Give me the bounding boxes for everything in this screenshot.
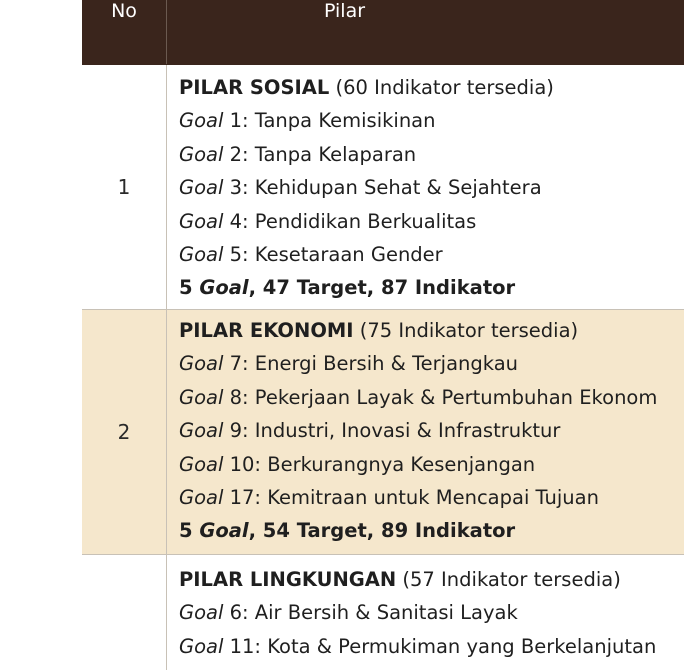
pilar-title-rest: (60 Indikator tersedia) bbox=[329, 76, 554, 99]
pilar-table bbox=[82, 0, 684, 670]
goal-text: 4: Pendidikan Berkualitas bbox=[223, 209, 477, 233]
row-number: 2 bbox=[82, 310, 167, 554]
header-pilar-label: Pilar bbox=[323, 0, 366, 22]
pilar-title-rest: (75 Indikator tersedia) bbox=[353, 319, 579, 342]
goal-text: 2: Tanpa Kelaparan bbox=[223, 142, 417, 166]
pilar-title bbox=[179, 314, 684, 347]
pilar-title-bold: PILAR EKONOMI bbox=[179, 319, 354, 342]
goal-line bbox=[179, 238, 684, 271]
summary-goal-word: Goal bbox=[199, 276, 249, 300]
goal-text: 11: Kota & Permukiman yang Berkelanjutan bbox=[223, 634, 657, 658]
goal-word: Goal bbox=[179, 109, 224, 133]
table-row bbox=[82, 65, 684, 310]
goal-line bbox=[179, 138, 684, 171]
goal-word: Goal bbox=[179, 419, 224, 443]
row-number: 1 bbox=[82, 65, 167, 309]
goal-word: Goal bbox=[179, 176, 224, 200]
goal-text: 8: Pekerjaan Layak & Pertumbuhan Ekonom bbox=[223, 385, 658, 409]
header-no bbox=[82, 0, 167, 64]
summary-pre: 5 bbox=[179, 519, 200, 543]
row-pilar-cell bbox=[167, 555, 684, 670]
row-pilar-cell bbox=[167, 65, 684, 309]
goal-line bbox=[179, 630, 684, 663]
goal-word: Goal bbox=[179, 243, 224, 267]
goal-line bbox=[179, 104, 684, 137]
goal-text: 17: Kemitraan untuk Mencapai Tujuan bbox=[223, 486, 599, 510]
goal-word: Goal bbox=[179, 209, 224, 233]
pilar-title bbox=[179, 563, 684, 596]
goal-word: Goal bbox=[179, 385, 224, 409]
goal-text: 7: Energi Bersih & Terjangkau bbox=[223, 352, 519, 376]
goal-word: Goal bbox=[179, 452, 224, 476]
summary-post: , 54 Target, 89 Indikator bbox=[248, 519, 516, 543]
goal-word: Goal bbox=[179, 352, 224, 376]
goal-word: Goal bbox=[179, 601, 224, 625]
pilar-title bbox=[179, 71, 684, 104]
table-row bbox=[82, 555, 684, 670]
goal-line bbox=[179, 481, 684, 514]
goal-line bbox=[179, 171, 684, 204]
header-no-label: No bbox=[111, 0, 137, 22]
summary-pre: 5 bbox=[179, 276, 200, 300]
pilar-title-rest: (57 Indikator tersedia) bbox=[396, 568, 621, 591]
goal-word: Goal bbox=[179, 634, 224, 658]
goal-line bbox=[179, 448, 684, 481]
pilar-title-bold: PILAR LINGKUNGAN bbox=[179, 568, 397, 591]
summary-goal-word: Goal bbox=[199, 519, 249, 543]
header-pilar bbox=[167, 0, 684, 64]
goal-word: Goal bbox=[179, 142, 224, 166]
goal-line bbox=[179, 414, 684, 447]
goal-text: 9: Industri, Inovasi & Infrastruktur bbox=[223, 419, 561, 443]
goal-text: 5: Kesetaraan Gender bbox=[223, 243, 443, 267]
pilar-summary bbox=[179, 271, 684, 304]
table-row bbox=[82, 310, 684, 555]
goal-text: 1: Tanpa Kemisikinan bbox=[223, 109, 436, 133]
goal-line bbox=[179, 596, 684, 629]
pilar-summary bbox=[179, 514, 684, 547]
goal-word: Goal bbox=[179, 486, 224, 510]
goal-text: 6: Air Bersih & Sanitasi Layak bbox=[223, 601, 518, 625]
goal-line bbox=[179, 381, 684, 414]
goal-text: 10: Berkurangnya Kesenjangan bbox=[223, 452, 536, 476]
summary-post: , 47 Target, 87 Indikator bbox=[248, 276, 516, 300]
table-header bbox=[82, 0, 684, 65]
goal-line bbox=[179, 347, 684, 380]
pilar-title-bold: PILAR SOSIAL bbox=[179, 76, 330, 99]
goal-line bbox=[179, 205, 684, 238]
row-number bbox=[82, 555, 167, 670]
goal-text: 3: Kehidupan Sehat & Sejahtera bbox=[223, 176, 542, 200]
row-pilar-cell bbox=[167, 310, 684, 554]
